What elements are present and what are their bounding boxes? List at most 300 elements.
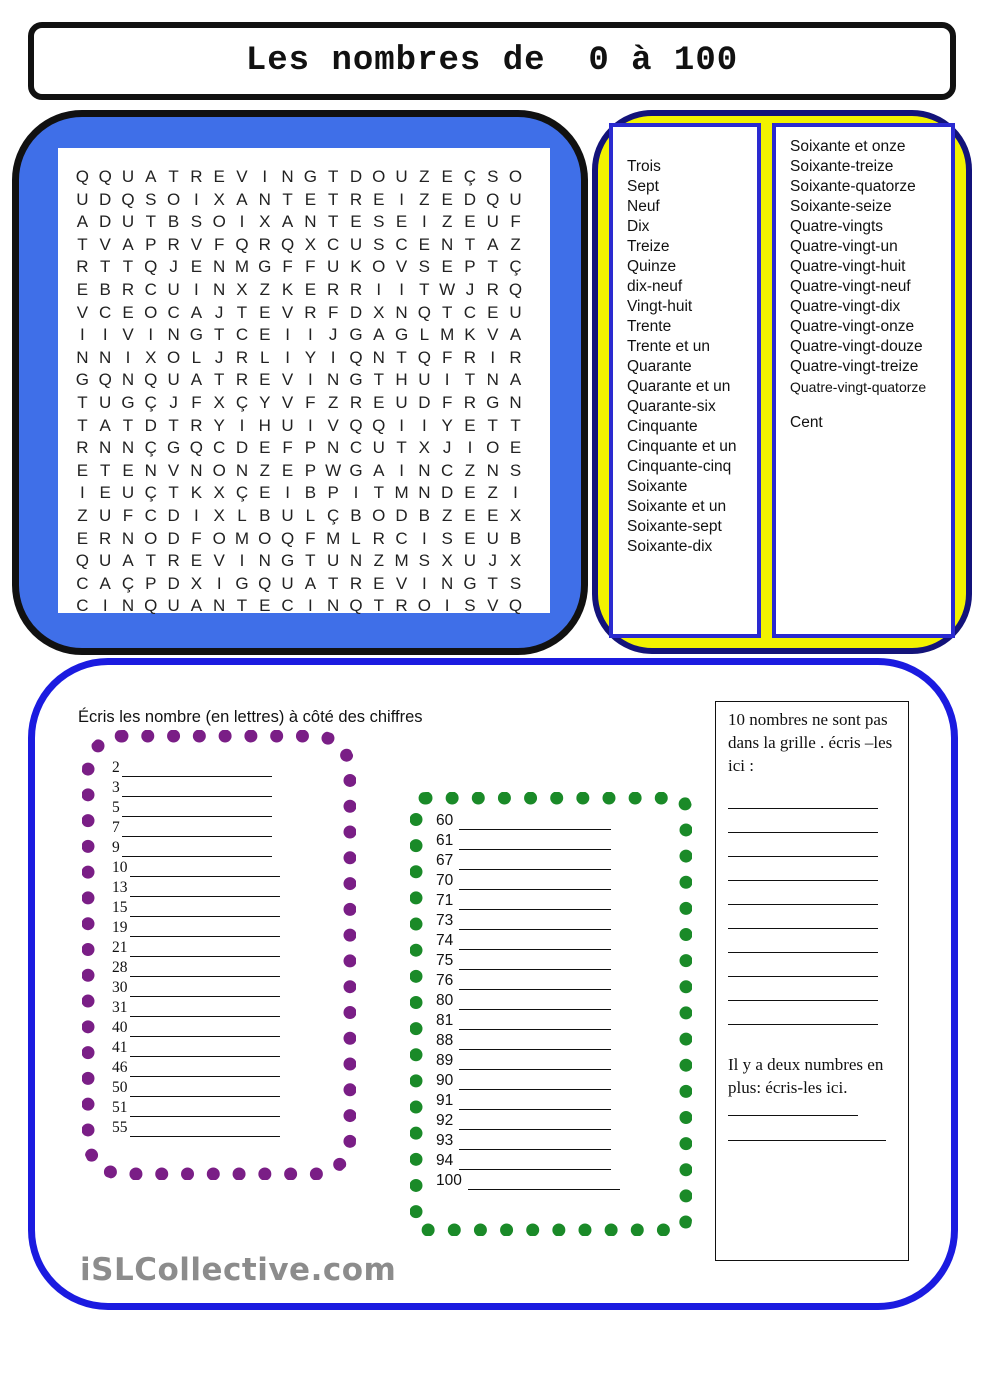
word-search-letter[interactable]: O xyxy=(372,505,386,525)
word-search-letter[interactable]: D xyxy=(144,415,157,435)
word-search-letter[interactable]: L xyxy=(305,505,316,525)
word-search-letter[interactable]: E xyxy=(259,370,271,390)
answer-line[interactable] xyxy=(122,782,272,797)
answer-line[interactable] xyxy=(459,1075,611,1090)
word-search-letter[interactable]: T xyxy=(327,167,339,186)
word-search-letter[interactable]: R xyxy=(349,189,363,209)
word-search-letter[interactable]: Ç xyxy=(327,505,340,525)
word-search-letter[interactable]: G xyxy=(75,370,90,390)
word-search-letter[interactable]: F xyxy=(191,392,202,412)
answer-line[interactable] xyxy=(459,975,611,990)
word-search-letter[interactable]: U xyxy=(509,302,522,322)
word-search-letter[interactable]: F xyxy=(305,392,316,412)
answer-line[interactable] xyxy=(728,977,878,1001)
word-search-letter[interactable]: N xyxy=(395,302,408,322)
word-search-letter[interactable]: I xyxy=(399,279,404,299)
word-search-letter[interactable]: O xyxy=(144,528,158,548)
word-search-letter[interactable]: R xyxy=(258,234,271,254)
word-search-letter[interactable]: M xyxy=(394,551,409,571)
word-search-letter[interactable]: W xyxy=(439,279,456,299)
word-search-letter[interactable]: V xyxy=(167,460,180,480)
word-search-letter[interactable]: Z xyxy=(77,505,88,525)
word-search-letter[interactable]: Y xyxy=(304,347,317,367)
word-search-letter[interactable]: T xyxy=(282,189,293,209)
word-search-letter[interactable]: F xyxy=(510,212,521,232)
word-search-letter[interactable]: G xyxy=(349,325,363,345)
word-search-letter[interactable]: A xyxy=(99,415,111,435)
word-search-letter[interactable]: P xyxy=(304,460,317,480)
word-search-letter[interactable]: D xyxy=(99,189,112,209)
word-search-letter[interactable]: E xyxy=(76,279,89,299)
word-search-letter[interactable]: Q xyxy=(235,234,249,254)
answer-line[interactable] xyxy=(130,1042,280,1057)
word-search-letter[interactable]: T xyxy=(327,573,339,593)
word-search-letter[interactable]: T xyxy=(236,302,248,322)
word-search-letter[interactable]: O xyxy=(212,212,226,232)
word-search-letter[interactable]: D xyxy=(167,573,180,593)
word-search-letter[interactable]: T xyxy=(373,370,384,390)
word-search-letter[interactable]: R xyxy=(372,528,385,548)
word-search-letter[interactable]: N xyxy=(441,573,454,593)
word-search-letter[interactable]: I xyxy=(194,279,199,299)
word-search-letter[interactable]: N xyxy=(486,460,499,480)
word-search-letter[interactable]: V xyxy=(122,325,134,345)
word-search-letter[interactable]: D xyxy=(463,189,477,209)
word-search-letter[interactable]: I xyxy=(194,505,199,525)
word-search-letter[interactable]: J xyxy=(214,347,224,367)
word-search-letter[interactable]: N xyxy=(281,167,294,186)
word-search-letter[interactable]: H xyxy=(395,370,408,390)
word-search-letter[interactable]: I xyxy=(308,370,313,390)
word-search-letter[interactable]: Q xyxy=(280,234,295,254)
word-search-letter[interactable]: N xyxy=(190,460,203,480)
word-search-letter[interactable]: A xyxy=(190,370,203,390)
answer-line[interactable] xyxy=(459,855,611,870)
word-search-letter[interactable]: I xyxy=(330,347,336,367)
word-search-letter[interactable]: G xyxy=(235,573,249,593)
word-search-letter[interactable]: Z xyxy=(259,279,270,299)
word-search-letter[interactable]: N xyxy=(121,596,135,616)
word-search-letter[interactable]: V xyxy=(395,573,408,593)
word-search-letter[interactable]: G xyxy=(121,392,135,412)
word-search-letter[interactable]: Q xyxy=(417,347,431,367)
word-search-letter[interactable]: E xyxy=(213,167,225,186)
word-search-letter[interactable]: Y xyxy=(213,415,225,435)
word-search-letter[interactable]: N xyxy=(99,347,112,367)
word-search-letter[interactable]: V xyxy=(487,596,499,616)
word-search-letter[interactable]: T xyxy=(168,167,179,186)
word-search-letter[interactable]: R xyxy=(395,596,408,616)
word-search-letter[interactable]: X xyxy=(190,573,203,593)
word-search-letter[interactable]: Q xyxy=(75,167,90,186)
word-search-letter[interactable]: E xyxy=(259,325,271,345)
word-search-letter[interactable]: I xyxy=(148,325,154,345)
word-search-letter[interactable]: F xyxy=(305,257,316,277)
word-search-letter[interactable]: A xyxy=(122,234,134,254)
word-search-letter[interactable]: B xyxy=(350,505,362,525)
word-search-letter[interactable]: M xyxy=(326,528,341,548)
word-search-letter[interactable]: E xyxy=(441,189,453,209)
word-search-letter[interactable]: N xyxy=(213,257,226,277)
word-search-letter[interactable]: L xyxy=(191,347,202,367)
word-search-letter[interactable]: D xyxy=(235,438,249,458)
word-search-letter[interactable]: P xyxy=(304,438,317,458)
word-search-letter[interactable]: B xyxy=(99,279,111,299)
word-search-letter[interactable]: U xyxy=(349,234,363,254)
word-search-letter[interactable]: R xyxy=(235,370,249,390)
answer-line[interactable] xyxy=(459,1035,611,1050)
word-search-letter[interactable]: Ç xyxy=(463,167,477,186)
word-search-letter[interactable]: I xyxy=(444,370,450,390)
word-search-letter[interactable]: I xyxy=(353,483,359,503)
word-search-letter[interactable]: I xyxy=(125,347,131,367)
word-search-letter[interactable]: I xyxy=(80,483,85,503)
word-search-letter[interactable]: Ç xyxy=(144,392,157,412)
word-search-letter[interactable]: T xyxy=(145,212,156,232)
word-search-letter[interactable]: T xyxy=(100,460,111,480)
word-search-letter[interactable]: I xyxy=(102,596,108,616)
word-search-letter[interactable]: L xyxy=(237,505,247,525)
word-search-letter[interactable]: N xyxy=(258,551,271,571)
word-search-letter[interactable]: Q xyxy=(372,415,386,435)
word-search-letter[interactable]: L xyxy=(260,347,270,367)
word-search-letter[interactable]: I xyxy=(239,551,245,571)
word-search-letter[interactable]: S xyxy=(441,528,453,548)
word-search-letter[interactable]: X xyxy=(213,189,225,209)
word-search-letter[interactable]: R xyxy=(349,279,363,299)
word-search-letter[interactable]: R xyxy=(463,347,477,367)
answer-line[interactable] xyxy=(459,1135,611,1150)
word-search-letter[interactable]: U xyxy=(463,551,477,571)
word-search-letter[interactable]: D xyxy=(99,212,112,232)
word-search-letter[interactable]: J xyxy=(328,325,338,345)
word-search-letter[interactable]: N xyxy=(258,189,271,209)
word-search-letter[interactable]: T xyxy=(510,415,521,435)
word-search-letter[interactable]: M xyxy=(394,483,409,503)
word-search-letter[interactable]: I xyxy=(80,325,85,345)
word-search-letter[interactable]: I xyxy=(308,596,313,616)
word-search-letter[interactable]: Z xyxy=(373,551,384,571)
word-search-letter[interactable]: G xyxy=(189,325,203,345)
word-search-letter[interactable]: T xyxy=(305,551,316,571)
word-search-letter[interactable]: O xyxy=(258,528,272,548)
word-search-letter[interactable]: S xyxy=(190,212,203,232)
word-search-letter[interactable]: Q xyxy=(417,302,431,322)
word-search-letter[interactable]: S xyxy=(373,212,385,232)
word-search-letter[interactable]: R xyxy=(121,279,135,299)
word-search-letter[interactable]: F xyxy=(122,505,134,525)
word-search-letter[interactable]: A xyxy=(76,212,89,232)
word-search-letter[interactable]: X xyxy=(213,483,225,503)
word-search-letter[interactable]: D xyxy=(167,505,180,525)
word-search-letter[interactable]: C xyxy=(327,234,340,254)
word-search-letter[interactable]: G xyxy=(463,573,477,593)
word-search-letter[interactable]: T xyxy=(122,257,134,277)
word-search-letter[interactable]: V xyxy=(76,302,89,322)
word-search-letter[interactable]: U xyxy=(486,212,499,232)
word-search-letter[interactable]: A xyxy=(190,596,203,616)
word-search-letter[interactable]: I xyxy=(285,483,290,503)
word-search-letter[interactable]: R xyxy=(235,347,249,367)
word-search-letter[interactable]: G xyxy=(394,325,409,345)
word-search-letter[interactable]: D xyxy=(349,167,363,186)
word-search-letter[interactable]: B xyxy=(167,212,180,232)
word-search-letter[interactable]: N xyxy=(327,596,340,616)
word-search-letter[interactable]: B xyxy=(509,528,522,548)
word-search-letter[interactable]: E xyxy=(304,279,317,299)
word-search-letter[interactable]: E xyxy=(281,460,294,480)
answer-line[interactable] xyxy=(459,1095,611,1110)
word-search-letter[interactable]: Z xyxy=(419,189,430,209)
word-search-letter[interactable]: N xyxy=(327,438,340,458)
word-search-letter[interactable]: X xyxy=(213,505,225,525)
word-search-letter[interactable]: Q xyxy=(349,347,363,367)
word-search-letter[interactable]: N xyxy=(372,347,385,367)
word-search-letter[interactable]: V xyxy=(327,415,339,435)
word-search-letter[interactable]: F xyxy=(305,528,316,548)
word-search-letter[interactable]: T xyxy=(487,573,498,593)
answer-line[interactable] xyxy=(130,1122,280,1137)
word-search-letter[interactable]: Q xyxy=(98,370,112,390)
word-search-letter[interactable]: N xyxy=(235,460,249,480)
word-search-letter[interactable]: N xyxy=(441,234,454,254)
word-search-letter[interactable]: Y xyxy=(441,415,453,435)
word-search-letter[interactable]: N xyxy=(99,438,112,458)
word-search-letter[interactable]: F xyxy=(191,528,202,548)
word-search-letter[interactable]: J xyxy=(442,438,452,458)
word-search-letter[interactable]: K xyxy=(190,483,203,503)
word-search-letter[interactable]: A xyxy=(373,325,385,345)
word-search-letter[interactable]: Z xyxy=(464,460,476,480)
word-search-letter[interactable]: Ç xyxy=(121,573,135,593)
answer-line[interactable] xyxy=(459,1115,611,1130)
word-search-letter[interactable]: C xyxy=(463,302,477,322)
word-search-letter[interactable]: L xyxy=(419,325,430,345)
word-search-letter[interactable]: V xyxy=(281,302,294,322)
answer-line[interactable] xyxy=(728,929,878,953)
word-search-letter[interactable]: E xyxy=(418,234,431,254)
word-search-letter[interactable]: Q xyxy=(349,596,363,616)
word-search-letter[interactable]: I xyxy=(262,167,268,186)
word-search-letter[interactable]: E xyxy=(259,596,271,616)
word-search-letter[interactable]: E xyxy=(122,460,134,480)
word-search-letter[interactable]: Z xyxy=(510,234,521,254)
word-search-letter[interactable]: C xyxy=(144,505,157,525)
word-search-letter[interactable]: G xyxy=(349,370,363,390)
word-search-letter[interactable]: X xyxy=(418,438,431,458)
word-search-letter[interactable]: Z xyxy=(441,505,453,525)
word-search-letter[interactable]: A xyxy=(190,302,203,322)
word-search-letter[interactable]: E xyxy=(76,460,89,480)
answer-line[interactable] xyxy=(130,882,280,897)
answer-line[interactable] xyxy=(130,962,280,977)
word-search-letter[interactable]: O xyxy=(144,302,158,322)
word-search-letter[interactable]: Ç xyxy=(235,392,249,412)
word-search-letter[interactable]: P xyxy=(145,234,157,254)
word-search-letter[interactable]: U xyxy=(281,415,294,435)
word-search-letter[interactable]: N xyxy=(121,528,135,548)
word-search-letter[interactable]: C xyxy=(235,325,249,345)
word-search-letter[interactable]: T xyxy=(396,347,407,367)
word-search-letter[interactable]: E xyxy=(464,415,476,435)
word-search-letter[interactable]: N xyxy=(213,279,226,299)
word-search-letter[interactable]: I xyxy=(285,347,290,367)
word-search-letter[interactable]: P xyxy=(327,483,339,503)
answer-line[interactable] xyxy=(130,922,280,937)
word-search-letter[interactable]: R xyxy=(349,392,363,412)
word-search-letter[interactable]: N xyxy=(486,370,499,390)
word-search-letter[interactable]: T xyxy=(487,257,498,277)
word-search-letter[interactable]: G xyxy=(349,460,363,480)
word-search-letter[interactable]: S xyxy=(418,257,431,277)
word-search-letter[interactable]: D xyxy=(395,505,408,525)
word-search-letter[interactable]: E xyxy=(76,528,89,548)
word-search-letter[interactable]: T xyxy=(213,325,225,345)
word-search-letter[interactable]: E xyxy=(464,212,476,232)
word-search-letter[interactable]: E xyxy=(464,483,476,503)
word-search-letter[interactable]: E xyxy=(395,212,408,232)
word-search-letter[interactable]: I xyxy=(421,528,427,548)
word-search-letter[interactable]: C xyxy=(167,302,180,322)
word-search-letter[interactable]: O xyxy=(166,347,181,367)
answer-line[interactable] xyxy=(130,982,280,997)
word-search-letter[interactable]: V xyxy=(487,325,499,345)
word-search-letter[interactable]: O xyxy=(372,167,386,186)
word-search-letter[interactable]: Q xyxy=(508,279,523,299)
word-search-letter[interactable]: Q xyxy=(75,551,90,571)
word-search-letter[interactable]: I xyxy=(308,325,313,345)
word-search-letter[interactable]: I xyxy=(421,573,427,593)
word-search-letter[interactable]: E xyxy=(509,438,522,458)
word-search-letter[interactable]: U xyxy=(167,370,180,390)
word-search-letter[interactable]: Q xyxy=(258,573,272,593)
word-search-letter[interactable]: X xyxy=(373,302,385,322)
word-search-letter[interactable]: P xyxy=(145,573,157,593)
word-search-letter[interactable]: U xyxy=(418,370,431,390)
word-search-letter[interactable]: D xyxy=(441,483,454,503)
word-search-letter[interactable]: I xyxy=(467,438,473,458)
word-search-letter[interactable]: E xyxy=(464,528,476,548)
word-search-letter[interactable]: N xyxy=(509,392,522,412)
word-search-letter[interactable]: C xyxy=(99,302,112,322)
word-search-letter[interactable]: U xyxy=(281,573,294,593)
word-search-letter[interactable]: D xyxy=(349,302,363,322)
word-search-letter[interactable]: A xyxy=(373,460,385,480)
word-search-letter[interactable]: E xyxy=(464,505,476,525)
word-search-letter[interactable]: C xyxy=(349,438,363,458)
word-search-letter[interactable]: A xyxy=(304,573,317,593)
word-search-letter[interactable]: G xyxy=(258,257,272,277)
word-search-letter[interactable]: E xyxy=(441,167,453,186)
word-search-letter[interactable]: T xyxy=(464,234,476,254)
answer-line[interactable] xyxy=(122,802,272,817)
word-search-letter[interactable]: I xyxy=(490,347,496,367)
word-search-letter[interactable]: U xyxy=(121,212,135,232)
word-search-letter[interactable]: V xyxy=(99,234,111,254)
word-search-letter[interactable]: T xyxy=(168,415,179,435)
word-search-letter[interactable]: X xyxy=(259,212,271,232)
word-search-letter[interactable]: Q xyxy=(121,189,135,209)
word-search-letter[interactable]: K xyxy=(350,257,362,277)
word-search-letter[interactable]: I xyxy=(239,212,245,232)
word-search-letter[interactable]: X xyxy=(213,392,225,412)
answer-line[interactable] xyxy=(459,815,611,830)
word-search-letter[interactable]: R xyxy=(76,438,89,458)
answer-line[interactable] xyxy=(728,905,878,929)
word-search-letter[interactable]: A xyxy=(236,189,248,209)
word-search-letter[interactable]: R xyxy=(304,302,317,322)
word-search-letter[interactable]: C xyxy=(76,596,89,616)
word-search-letter[interactable]: V xyxy=(213,551,225,571)
word-search-letter[interactable]: R xyxy=(190,167,203,186)
word-search-letter[interactable]: O xyxy=(486,438,500,458)
word-search-letter[interactable]: Z xyxy=(259,460,270,480)
word-search-letter[interactable]: U xyxy=(509,189,522,209)
word-search-letter[interactable]: M xyxy=(440,325,455,345)
answer-line[interactable] xyxy=(728,1101,858,1116)
answer-line[interactable] xyxy=(459,875,611,890)
word-search-letter[interactable]: F xyxy=(441,392,453,412)
word-search-letter[interactable]: E xyxy=(487,302,499,322)
word-search-letter[interactable]: E xyxy=(259,483,271,503)
word-search-letter[interactable]: U xyxy=(395,167,408,186)
answer-line[interactable] xyxy=(459,1155,611,1170)
word-search-letter[interactable]: B xyxy=(418,505,431,525)
word-search-letter[interactable]: I xyxy=(102,325,108,345)
word-search-letter[interactable]: C xyxy=(213,438,226,458)
word-search-letter[interactable]: A xyxy=(145,167,157,186)
word-search-letter[interactable]: O xyxy=(372,257,386,277)
word-search-letter[interactable]: X xyxy=(441,551,453,571)
word-search-letter[interactable]: T xyxy=(396,438,407,458)
word-search-letter[interactable]: S xyxy=(509,460,522,480)
word-search-letter[interactable]: A xyxy=(509,325,522,345)
word-search-letter[interactable]: N xyxy=(304,212,317,232)
word-search-letter[interactable]: F xyxy=(327,302,339,322)
word-search-letter[interactable]: U xyxy=(121,167,135,186)
word-search-letter[interactable]: N xyxy=(144,460,157,480)
answer-line[interactable] xyxy=(459,915,611,930)
word-search-letter[interactable]: M xyxy=(234,528,250,548)
word-search-letter[interactable]: Q xyxy=(189,438,203,458)
word-search-letter[interactable]: T xyxy=(487,415,498,435)
word-search-letter[interactable]: Q xyxy=(98,167,112,186)
word-search-letter[interactable]: Ç xyxy=(144,483,157,503)
word-search-letter[interactable]: U xyxy=(167,596,180,616)
word-search-letter[interactable]: O xyxy=(508,167,523,186)
word-search-letter[interactable]: C xyxy=(441,460,454,480)
answer-line[interactable] xyxy=(459,1015,611,1030)
word-search-letter[interactable]: J xyxy=(169,392,178,412)
word-search-letter[interactable]: N xyxy=(76,347,89,367)
word-search-letter[interactable]: G xyxy=(166,438,181,458)
word-search-letter[interactable]: D xyxy=(418,392,431,412)
word-search-letter[interactable]: I xyxy=(399,189,404,209)
word-search-letter[interactable]: N xyxy=(418,483,431,503)
word-search-letter[interactable]: U xyxy=(281,505,294,525)
word-search-letter[interactable]: F xyxy=(282,257,293,277)
word-search-letter[interactable]: Q xyxy=(280,528,295,548)
word-search-letter[interactable]: Ç xyxy=(144,438,157,458)
word-search-letter[interactable]: R xyxy=(463,392,477,412)
word-search-letter[interactable]: I xyxy=(444,596,450,616)
word-search-letter[interactable]: V xyxy=(281,370,294,390)
word-search-letter[interactable]: E xyxy=(190,551,203,571)
word-search-letter[interactable]: S xyxy=(487,167,499,186)
answer-line[interactable] xyxy=(122,822,272,837)
word-search-letter[interactable]: E xyxy=(373,189,385,209)
word-search-letter[interactable]: U xyxy=(121,483,135,503)
